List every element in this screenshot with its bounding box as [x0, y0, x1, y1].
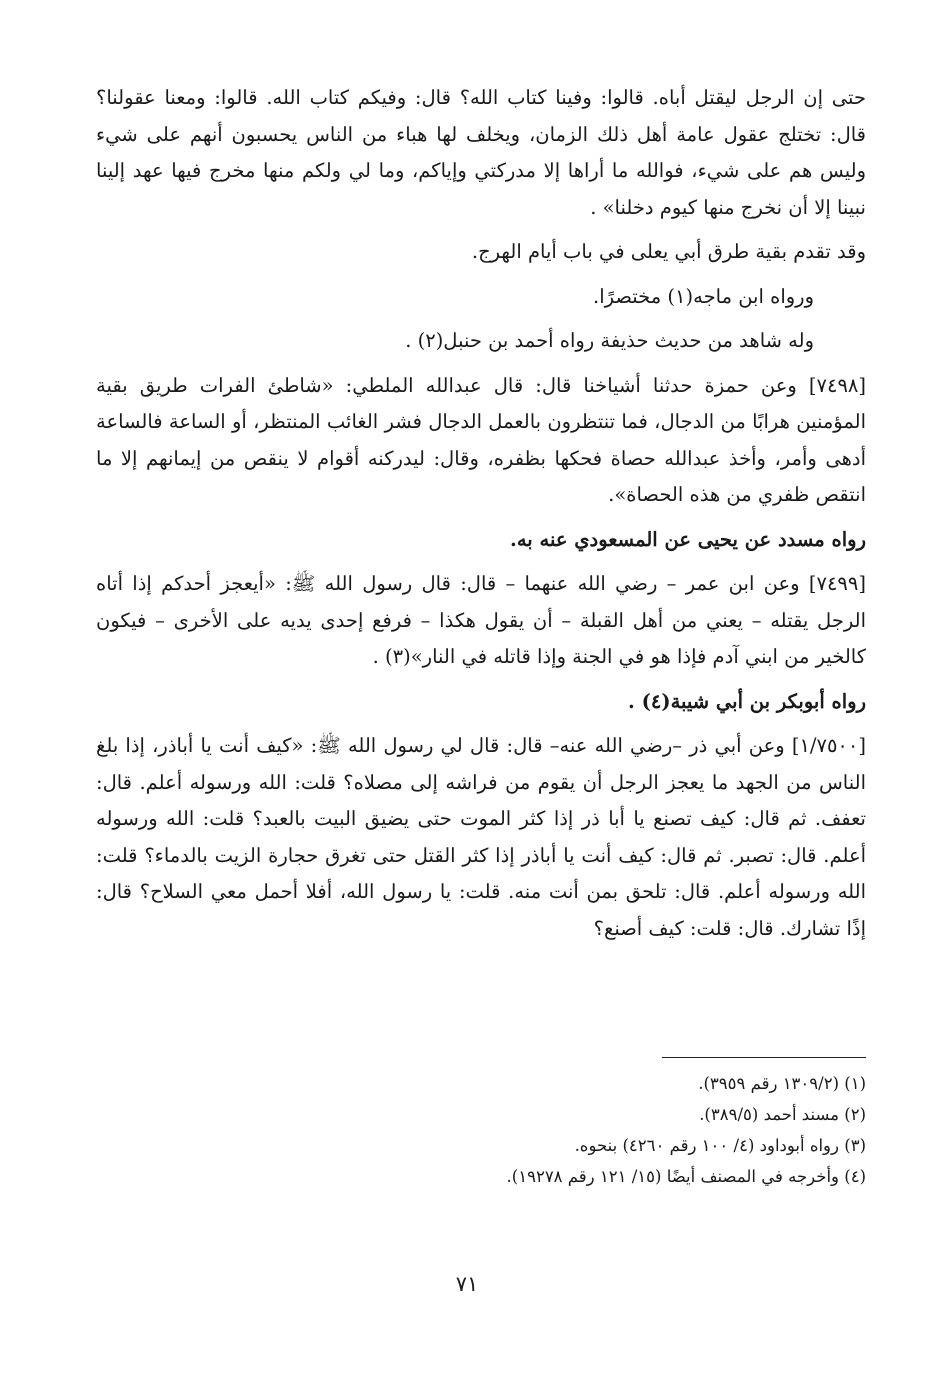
hadith-text: وعن ابن عمر – رضي الله عنهما – قال: قال رسول الله ﷺ: «أيعجز أحدكم إذا أتاه الرجل يقتله – يعني من أهل القبلة – أن يقول هكذا – فرفع إحدى يديه على الأخرى – فيكون كالخير من ابني آدم فإذا هو في الجنة وإذا قاتله في النار»(٣) . — [96, 572, 866, 668]
hadith-source: رواه أبوبكر بن أبي شيبة(٤) . — [628, 689, 866, 713]
page-body — [96, 80, 866, 955]
paragraph-hudhayfa-witness: وله شاهد من حديث حذيفة رواه أحمد بن حنبل(٢) . — [405, 329, 814, 352]
hadith-text: وعن أبي ذر –رضي الله عنه– قال: قال لي رسول الله ﷺ: «كيف أنت يا أباذر، إذا بلغ الناس من الجهد ما يعجز الرجل أن يقوم من فراشه إلى مصلاه؟ قلت: الله ورسوله أعلم. قال: تعفف. ثم قال: كيف تصنع يا أبا ذر إذا كثر الموت حتى يضيق البيت بالعبد؟ قلت: الله ورسوله أعلم. قال: تصبر. ثم قال: كيف أنت يا أباذر إذا كثر القتل حتى تغرق حجارة الزيت بالدماء؟ قلت: الله ورسوله أعلم. قال: تلحق بمن أنت منه. قلت: يا رسول الله، أفلا أحمل معي السلاح؟ قال: إذًا تشارك. قال: قلت: كيف أصنع؟ — [96, 734, 866, 940]
hadith-number: [٧٤٩٩] — [808, 572, 866, 595]
paragraph-note-abu-yala: وقد تقدم بقية طرق أبي يعلى في باب أيام الهرج. — [471, 240, 866, 263]
paragraph-hadith-continuation: حتى إن الرجل ليقتل أباه. قالوا: وفينا كتاب الله؟ قال: وفيكم كتاب الله. قالوا: ومعنا عقولنا؟ قال: تختلج عقول عامة أهل ذلك الزمان، ويخلف لها هباء من الناس يحسبون أنهم على شيء وليس هم على شيء، فوالله ما أراها إلا مدركتي وإياكم، وما لي ولكم منها مخرج فيها عهد إلينا نبينا إلا أن نخرج منها كيوم دخلنا» . — [96, 86, 866, 219]
hadith-7499 — [96, 566, 866, 676]
footnote-divider — [662, 1057, 866, 1058]
footnote: (٢) مسند أحمد (٣٨٩/٥). — [699, 1105, 866, 1124]
page-number: ٧١ — [455, 1272, 479, 1296]
hadith-7498 — [96, 368, 866, 514]
footnotes — [96, 1068, 866, 1192]
footnote: (٣) رواه أبوداود (٤/ ١٠٠ رقم ٤٢٦٠) بنحوه. — [574, 1136, 866, 1155]
hadith-number: [٧٤٩٨] — [808, 373, 867, 397]
hadith-text: وعن حمزة حدثنا أشياخنا قال: قال عبدالله الملطي: «شاطئ الفرات طريق بقية المؤمنين هرابًا من الدجال، فما تنتظرون بالعمل الدجال فشر الغائب المنتظر، أو الساعة فالساعة أدهى وأمر، وأخذ عبدالله حصاة فحكها بظفره، وقال: ليدركنه أقوام لا ينقص من إيمانهم إلا ما انتقص ظفري من هذه الحصاة». — [96, 373, 866, 506]
footnote: (٤) وأخرجه في المصنف أيضًا (١٥/ ١٢١ رقم ١٩٢٧٨). — [506, 1167, 866, 1186]
footnote: (١) (١٣٠٩/٢ رقم ٣٩٥٩). — [698, 1074, 866, 1093]
hadith-number: [١/٧٥٠٠] — [791, 734, 866, 757]
hadith-source: رواه مسدد عن يحيى عن المسعودي عنه به. — [510, 527, 866, 551]
paragraph-ibn-majah: ورواه ابن ماجه(١) مختصرًا. — [593, 284, 814, 308]
hadith-7500 — [96, 728, 866, 947]
